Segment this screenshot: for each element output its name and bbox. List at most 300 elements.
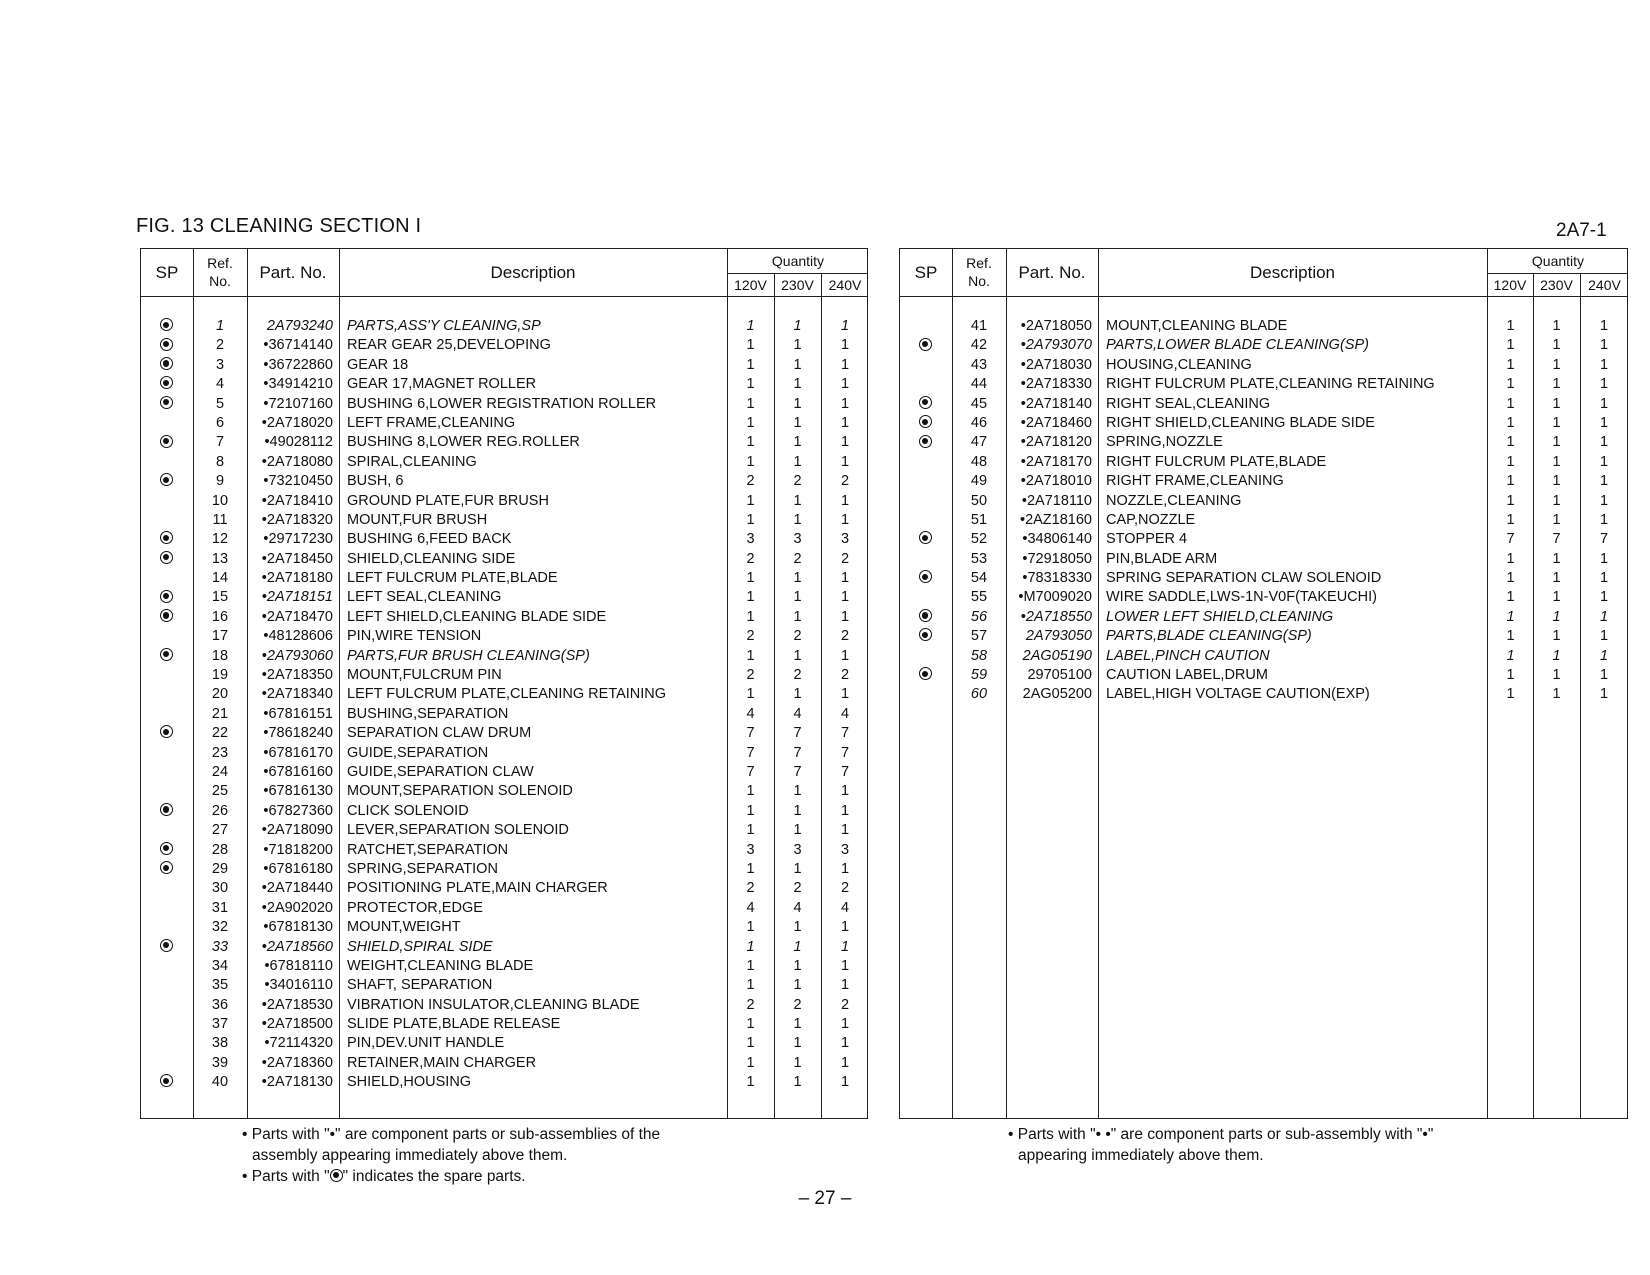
qty-230v: 1	[793, 1016, 802, 1033]
ref-no: 43	[970, 356, 988, 373]
qty-240v: 1	[840, 860, 850, 877]
part-no: •67816180	[263, 860, 333, 877]
qty-120v: 1	[1506, 356, 1515, 373]
spare-part-marker-icon	[160, 338, 173, 351]
part-no: •78618240	[263, 725, 333, 742]
description: RIGHT SHIELD,CLEANING BLADE SIDE	[1106, 414, 1375, 431]
description: PARTS,LOWER BLADE CLEANING(SP)	[1106, 337, 1369, 354]
qty-120v: 1	[746, 860, 755, 877]
part-no: •2A793070	[1020, 337, 1092, 354]
sp-cell	[900, 433, 950, 452]
part-no: •34806140	[1022, 531, 1092, 548]
sp-cell	[141, 336, 191, 355]
ref-no: 54	[970, 570, 988, 587]
ref-no: 25	[211, 783, 229, 800]
spare-part-marker-icon	[160, 318, 173, 331]
ref-no: 58	[970, 647, 988, 664]
qty-230v: 1	[793, 1074, 802, 1091]
table-row	[141, 744, 867, 763]
description: NOZZLE,CLEANING	[1106, 492, 1242, 509]
spare-part-marker-icon	[330, 1169, 343, 1182]
ref-no: 29	[211, 860, 229, 877]
header-ref-line2: No.	[968, 273, 990, 289]
qty-120v: 1	[746, 1074, 755, 1091]
qty-230v: 1	[793, 570, 802, 587]
spare-part-marker-icon	[160, 803, 173, 816]
ref-no: 26	[211, 802, 229, 819]
qty-120v: 1	[1506, 453, 1515, 470]
qty-230v: 7	[793, 744, 802, 761]
table-row	[900, 433, 1627, 452]
qty-230v: 1	[1552, 550, 1561, 567]
rows-right	[900, 317, 1627, 705]
qty-240v: 1	[840, 802, 850, 819]
qty-120v: 7	[746, 763, 755, 780]
part-no: 2A793240	[266, 318, 333, 334]
part-no: •78318330	[1022, 570, 1092, 587]
ref-no: 50	[970, 492, 988, 509]
qty-230v: 2	[793, 550, 802, 567]
qty-120v: 7	[746, 744, 755, 761]
qty-230v: 1	[793, 608, 802, 625]
ref-no: 8	[215, 453, 225, 470]
part-no: 2AG05190	[1022, 647, 1092, 664]
header-ref	[952, 254, 1006, 290]
description: SPIRAL,CLEANING	[347, 453, 477, 470]
description: SLIDE PLATE,BLADE RELEASE	[347, 1016, 561, 1033]
qty-240v: 1	[840, 318, 850, 334]
ref-no: 2	[215, 337, 225, 354]
qty-240v: 1	[1599, 608, 1609, 625]
qty-230v: 4	[793, 705, 802, 722]
table-row	[900, 569, 1627, 588]
part-no: •2A718470	[261, 608, 333, 625]
spare-part-marker-icon	[919, 435, 932, 448]
header-description: Description	[1249, 263, 1336, 282]
table-row	[900, 317, 1627, 336]
qty-230v: 1	[793, 414, 802, 431]
qty-120v: 1	[746, 434, 755, 451]
qty-120v: 1	[1506, 589, 1515, 606]
qty-240v: 3	[840, 531, 850, 548]
qty-240v: 1	[840, 337, 850, 354]
description: MOUNT,WEIGHT	[347, 919, 461, 936]
qty-240v: 1	[840, 957, 850, 974]
spare-part-marker-icon	[160, 590, 173, 603]
qty-240v: 1	[1599, 647, 1609, 664]
table-row	[141, 530, 867, 549]
qty-240v: 1	[840, 376, 850, 393]
header-ref	[193, 254, 247, 290]
table-row	[900, 608, 1627, 627]
part-no: •2A718550	[1020, 608, 1092, 625]
header-description: Description	[490, 263, 576, 282]
spare-part-marker-icon	[160, 551, 173, 564]
description: LEFT FRAME,CLEANING	[347, 414, 516, 431]
table-row	[141, 841, 867, 860]
sp-cell	[141, 647, 191, 666]
header-part-no: Part. No.	[1018, 263, 1086, 282]
table-row	[900, 356, 1627, 375]
table-row	[141, 453, 867, 472]
spare-part-marker-icon	[160, 939, 173, 952]
ref-no: 17	[211, 628, 229, 645]
qty-230v: 1	[793, 492, 802, 509]
table-row	[900, 666, 1627, 685]
table-row	[141, 1034, 867, 1053]
spare-part-marker-icon	[919, 531, 932, 544]
table-row	[141, 957, 867, 976]
table-row	[900, 627, 1627, 646]
part-no: •2A718450	[261, 550, 333, 567]
qty-120v: 1	[1506, 434, 1515, 451]
part-no: •2A718140	[1020, 395, 1092, 412]
part-no: •2A718350	[261, 667, 333, 684]
qty-240v: 2	[840, 628, 850, 645]
qty-120v: 1	[746, 957, 755, 974]
parts-table-left	[140, 248, 868, 1119]
ref-no: 37	[211, 1016, 229, 1033]
ref-no: 45	[970, 395, 988, 412]
qty-240v: 1	[840, 1016, 850, 1033]
qty-120v: 1	[746, 802, 755, 819]
qty-230v: 1	[793, 647, 802, 664]
qty-120v: 1	[1506, 473, 1515, 490]
figure-code: 2A7-1	[1556, 220, 1607, 241]
description: CAP,NOZZLE	[1106, 511, 1196, 528]
spare-part-marker-icon	[919, 667, 932, 680]
sp-cell	[141, 841, 191, 860]
qty-240v: 1	[840, 1074, 850, 1091]
qty-230v: 1	[1552, 395, 1561, 412]
table-row	[141, 550, 867, 569]
ref-no: 12	[211, 531, 229, 548]
part-no: •2A718050	[1020, 318, 1092, 334]
spare-part-marker-icon	[160, 725, 173, 738]
qty-230v: 1	[1552, 492, 1561, 509]
qty-240v: 1	[840, 938, 850, 955]
part-no: •2A718151	[261, 589, 333, 606]
qty-230v: 1	[1552, 667, 1561, 684]
qty-230v: 2	[793, 473, 802, 490]
spare-part-marker-icon	[919, 609, 932, 622]
sp-cell	[141, 608, 191, 627]
header-quantity: Quantity	[771, 253, 825, 269]
description: SHIELD,HOUSING	[347, 1074, 472, 1091]
ref-no: 3	[215, 356, 225, 373]
description: MOUNT,FUR BRUSH	[347, 511, 488, 528]
qty-230v: 1	[1552, 434, 1561, 451]
sp-cell	[141, 724, 191, 743]
description: LEFT SHIELD,CLEANING BLADE SIDE	[347, 608, 607, 625]
table-row	[900, 511, 1627, 530]
ref-no: 34	[211, 957, 229, 974]
ref-no: 51	[970, 511, 988, 528]
qty-120v: 1	[746, 570, 755, 587]
qty-120v: 1	[1506, 414, 1515, 431]
qty-120v: 1	[746, 492, 755, 509]
table-row	[900, 492, 1627, 511]
qty-230v: 1	[793, 434, 802, 451]
part-no: •2A718410	[261, 492, 333, 509]
parts-table-right	[899, 248, 1628, 1119]
qty-120v: 2	[746, 880, 755, 897]
table-row	[141, 356, 867, 375]
qty-230v: 1	[793, 1035, 802, 1052]
qty-240v: 1	[1599, 686, 1609, 703]
qty-230v: 1	[793, 686, 802, 703]
qty-230v: 3	[793, 841, 802, 858]
part-no: •2A718030	[1020, 356, 1092, 373]
spare-part-marker-icon	[160, 861, 173, 874]
part-no: •29717230	[263, 531, 333, 548]
table-row	[900, 453, 1627, 472]
table-row	[141, 782, 867, 801]
qty-120v: 1	[1506, 511, 1515, 528]
ref-no: 14	[211, 570, 229, 587]
qty-230v: 1	[1552, 356, 1561, 373]
table-row	[141, 879, 867, 898]
description: RIGHT FRAME,CLEANING	[1106, 473, 1284, 490]
qty-120v: 1	[746, 1016, 755, 1033]
table-row	[141, 976, 867, 995]
table-row	[141, 1054, 867, 1073]
ref-no: 57	[970, 628, 988, 645]
qty-240v: 1	[1599, 395, 1609, 412]
description: PIN,BLADE ARM	[1106, 550, 1218, 567]
part-no: •2A718010	[1020, 473, 1092, 490]
qty-240v: 1	[840, 1035, 850, 1052]
note-left-1b: assembly appearing immediately above them.	[252, 1147, 568, 1164]
description: RIGHT FULCRUM PLATE,CLEANING RETAINING	[1106, 376, 1435, 393]
description: GUIDE,SEPARATION	[347, 744, 489, 761]
ref-no: 23	[211, 744, 229, 761]
ref-no: 7	[215, 434, 225, 451]
part-no: 2AG05200	[1022, 686, 1092, 703]
figure-title: FIG. 13 CLEANING SECTION I	[136, 215, 422, 237]
qty-230v: 3	[793, 531, 802, 548]
qty-240v: 1	[1599, 337, 1609, 354]
qty-240v: 1	[1599, 589, 1609, 606]
description: SHIELD,SPIRAL SIDE	[347, 938, 493, 955]
note-left-2	[242, 1166, 526, 1187]
qty-120v: 1	[1506, 647, 1515, 664]
spare-part-marker-icon	[160, 357, 173, 370]
part-no: •2A718180	[261, 570, 333, 587]
table-row	[141, 336, 867, 355]
part-no: •2A718020	[261, 414, 333, 431]
qty-240v: 7	[840, 744, 850, 761]
part-no: •2A718080	[261, 453, 333, 470]
qty-230v: 1	[1552, 453, 1561, 470]
note-left-2-pre: • Parts with "	[242, 1168, 330, 1185]
qty-120v: 2	[746, 628, 755, 645]
description: WIRE SADDLE,LWS-1N-V0F(TAKEUCHI)	[1106, 589, 1377, 606]
spare-part-marker-icon	[160, 396, 173, 409]
description: RIGHT FULCRUM PLATE,BLADE	[1106, 453, 1327, 470]
qty-230v: 1	[1552, 376, 1561, 393]
qty-240v: 4	[840, 705, 850, 722]
ref-no: 24	[211, 763, 229, 780]
ref-no: 28	[211, 841, 229, 858]
table-row	[900, 550, 1627, 569]
sp-cell	[900, 569, 950, 588]
qty-240v: 7	[1599, 531, 1609, 548]
qty-120v: 1	[746, 395, 755, 412]
description: LEFT FULCRUM PLATE,BLADE	[347, 570, 558, 587]
description: PARTS,BLADE CLEANING(SP)	[1106, 628, 1312, 645]
ref-no: 33	[211, 938, 229, 955]
table-row	[900, 375, 1627, 394]
description: LEFT FULCRUM PLATE,CLEANING RETAINING	[347, 686, 667, 703]
qty-120v: 4	[746, 705, 755, 722]
sp-cell	[141, 375, 191, 394]
qty-240v: 1	[840, 434, 850, 451]
table-row	[141, 860, 867, 879]
sp-cell	[141, 802, 191, 821]
part-no: •2A793060	[261, 647, 333, 664]
spare-part-marker-icon	[160, 648, 173, 661]
qty-240v: 1	[840, 453, 850, 470]
qty-240v: 2	[840, 550, 850, 567]
ref-no: 16	[211, 608, 229, 625]
table-row	[141, 647, 867, 666]
spare-part-marker-icon	[919, 415, 932, 428]
qty-230v: 1	[793, 589, 802, 606]
qty-120v: 1	[746, 589, 755, 606]
table-row	[141, 317, 867, 336]
header-240v: 240V	[828, 277, 862, 293]
qty-240v: 2	[840, 880, 850, 897]
qty-240v: 1	[1599, 376, 1609, 393]
part-no: •2A718330	[1020, 376, 1092, 393]
description: BUSHING 6,FEED BACK	[347, 531, 512, 548]
ref-no: 60	[970, 686, 988, 703]
qty-240v: 1	[1599, 414, 1609, 431]
spare-part-marker-icon	[160, 376, 173, 389]
part-no: •72114320	[264, 1035, 333, 1052]
table-row	[900, 336, 1627, 355]
qty-240v: 1	[1599, 550, 1609, 567]
qty-120v: 1	[1506, 492, 1515, 509]
qty-230v: 1	[1552, 337, 1561, 354]
note-left-1a: • Parts with "•" are component parts or sub-assemblies of the	[242, 1126, 661, 1143]
header-240v: 240V	[1588, 277, 1621, 293]
sp-cell	[141, 1073, 191, 1092]
description: LEVER,SEPARATION SOLENOID	[347, 822, 569, 839]
ref-no: 53	[970, 550, 988, 567]
part-no: •36714140	[263, 337, 333, 354]
description: BUSH, 6	[347, 473, 404, 490]
qty-230v: 4	[793, 899, 802, 916]
table-row	[141, 724, 867, 743]
part-no: •67816151	[263, 705, 333, 722]
qty-240v: 7	[840, 725, 850, 742]
part-no: •2A718530	[261, 996, 333, 1013]
table-row	[141, 802, 867, 821]
description: GEAR 17,MAGNET ROLLER	[347, 376, 537, 393]
qty-120v: 4	[746, 899, 755, 916]
qty-240v: 1	[840, 589, 850, 606]
ref-no: 1	[215, 318, 225, 334]
ref-no: 5	[215, 395, 225, 412]
qty-230v: 1	[793, 860, 802, 877]
qty-120v: 1	[746, 938, 755, 955]
qty-120v: 1	[1506, 395, 1515, 412]
table-row	[141, 996, 867, 1015]
qty-230v: 1	[793, 318, 802, 334]
note-left-1	[242, 1124, 660, 1166]
description: CAUTION LABEL,DRUM	[1106, 667, 1268, 684]
description: GROUND PLATE,FUR BRUSH	[347, 492, 549, 509]
spare-part-marker-icon	[919, 628, 932, 641]
qty-230v: 1	[793, 957, 802, 974]
qty-230v: 2	[793, 880, 802, 897]
ref-no: 32	[211, 919, 229, 936]
table-row	[900, 395, 1627, 414]
ref-no: 19	[211, 667, 229, 684]
description: VIBRATION INSULATOR,CLEANING BLADE	[347, 996, 640, 1013]
ref-no: 11	[212, 511, 228, 528]
table-row	[141, 1015, 867, 1034]
qty-120v: 1	[746, 376, 755, 393]
sp-cell	[141, 472, 191, 491]
qty-240v: 1	[1599, 667, 1609, 684]
table-row	[900, 414, 1627, 433]
ref-no: 52	[970, 531, 988, 548]
part-no: •73210450	[263, 473, 333, 490]
qty-230v: 1	[793, 376, 802, 393]
qty-240v: 7	[840, 763, 850, 780]
table-row	[141, 627, 867, 646]
sp-cell	[141, 395, 191, 414]
spare-part-marker-icon	[919, 396, 932, 409]
table-row	[900, 588, 1627, 607]
sp-cell	[900, 336, 950, 355]
qty-230v: 2	[793, 996, 802, 1013]
sp-cell	[900, 414, 950, 433]
qty-120v: 1	[746, 919, 755, 936]
qty-120v: 1	[1506, 667, 1515, 684]
spare-part-marker-icon	[160, 842, 173, 855]
description: GEAR 18	[347, 356, 409, 373]
qty-120v: 1	[746, 318, 755, 334]
ref-no: 18	[211, 647, 229, 664]
description: BUSHING,SEPARATION	[347, 705, 509, 722]
part-no: •2A718340	[261, 686, 333, 703]
qty-120v: 1	[1506, 608, 1515, 625]
table-row	[141, 569, 867, 588]
qty-240v: 1	[840, 608, 850, 625]
description: LABEL,HIGH VOLTAGE CAUTION(EXP)	[1106, 686, 1370, 703]
table-row	[141, 705, 867, 724]
part-no: 2A793050	[1025, 628, 1092, 645]
part-no: •2A718560	[261, 938, 333, 955]
spare-part-marker-icon	[160, 609, 173, 622]
ref-no: 41	[970, 318, 988, 334]
table-row	[141, 821, 867, 840]
table-row	[141, 492, 867, 511]
ref-no: 55	[970, 589, 988, 606]
description: BUSHING 6,LOWER REGISTRATION ROLLER	[347, 395, 657, 412]
qty-230v: 2	[793, 667, 802, 684]
qty-120v: 1	[1506, 376, 1515, 393]
part-no: •34016110	[264, 977, 333, 994]
qty-240v: 1	[1599, 492, 1609, 509]
qty-120v: 1	[746, 356, 755, 373]
description: PROTECTOR,EDGE	[347, 899, 483, 916]
table-row	[141, 938, 867, 957]
